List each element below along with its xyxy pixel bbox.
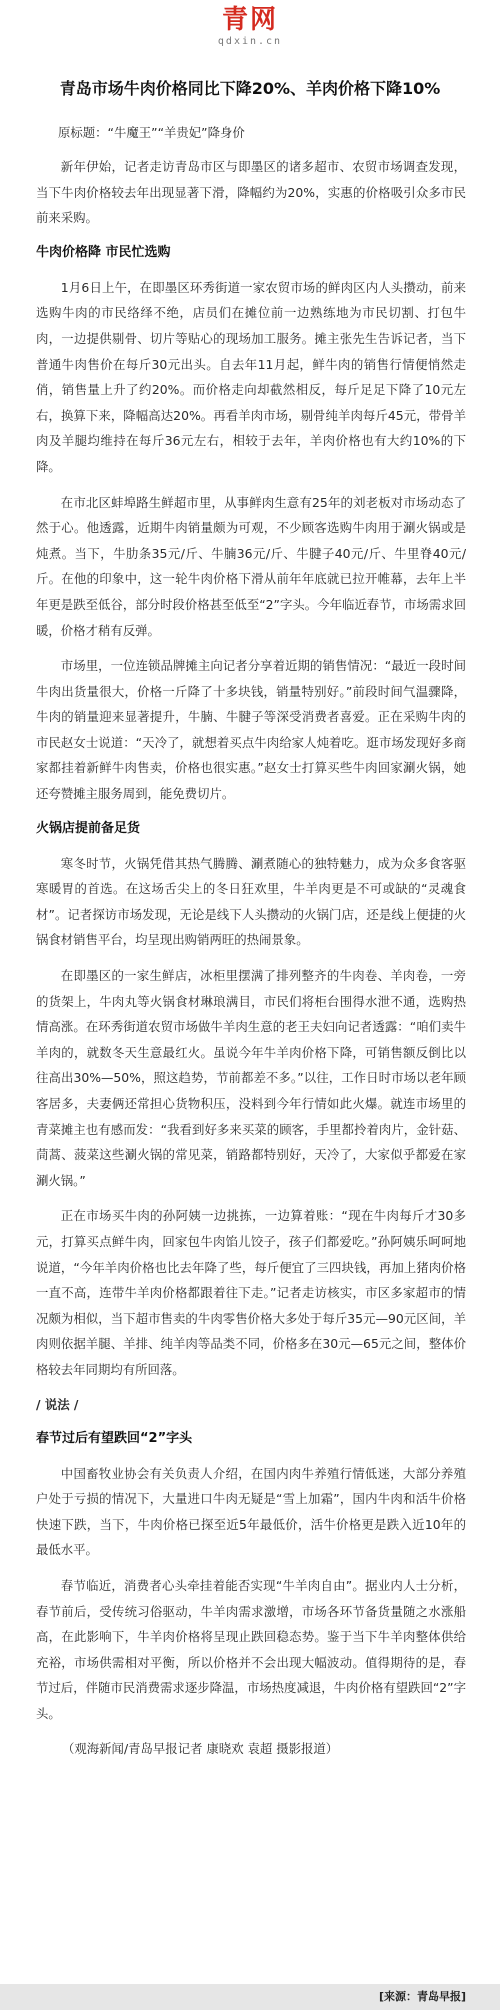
article-paragraph: 寒冬时节，火锅凭借其热气腾腾、涮煮随心的独特魅力，成为众多食客驱寒暖胃的首选。在这场舌尖上的冬日狂欢里，牛羊肉更是不可或缺的“灵魂食材”。记者探访市场发现，无论是线下人头攒动的火锅门店，还是线上便捷的火锅食材销售平台，均呈现出购销两旺的热闹景象。 bbox=[36, 855, 466, 948]
site-logo[interactable] bbox=[0, 4, 500, 48]
logo-domain: qdxin.cn bbox=[217, 36, 283, 47]
source-label: [来源：青岛早报] bbox=[378, 1990, 466, 2003]
logo-mark: 青网 bbox=[221, 5, 278, 35]
article-paragraph: 在市北区蚌埠路生鲜超市里，从事鲜肉生意有25年的刘老板对市场动态了然于心。他透露，近期牛肉销量颇为可观，不少顾客选购牛肉用于涮火锅或是炖煮。当下，牛肋条35元/斤、牛腩36元/斤、牛腱子40元/斤、牛里脊40元/斤。在他的印象中，这一轮牛肉价格下滑从前年年底就已拉开帷幕，去年上半年更是跌至低谷，部分时段价格甚至低至“2”字头。今年临近春节，市场需求回暖，价格才稍有反弹。 bbox=[36, 494, 466, 638]
article-paragraph: 中国畜牧业协会有关负责人介绍，在国内肉牛养殖行情低迷，大部分养殖户处于亏损的情况下，大量进口牛肉无疑是“雪上加霜”，国内牛肉和活牛价格快速下跌，当下，牛肉价格已探至近5年最低价，活牛价格更是跌入近10年的最低水平。 bbox=[36, 1465, 466, 1558]
source-bar bbox=[0, 1984, 500, 2010]
article-paragraph: 新年伊始，记者走访青岛市区与即墨区的诸多超市、农贸市场调查发现，当下牛肉价格较去年出现显著下滑，降幅约为20%，实惠的价格吸引众多市民前来采购。 bbox=[36, 159, 466, 226]
article-paragraph: 正在市场买牛肉的孙阿姨一边挑拣，一边算着账：“现在牛肉每斤才30多元，打算买点鲜牛肉，回家包牛肉馅儿饺子，孩子们都爱吃。”孙阿姨乐呵呵地说道，“今年羊肉价格也比去年降了些，每斤便宜了三四块钱，再加上猪肉价格一直不高，连带牛羊肉价格都跟着往下走。”记者走访核实，市区多家超市的情况颇为相似，当下超市售卖的牛肉零售价格大多处于每斤35元—90元区间，羊肉则依据羊腿、羊排、纯羊肉等品类不同，价格多在30元—65元之间，整体价格较去年同期均有所回落。 bbox=[36, 1208, 466, 1377]
article-title: 青岛市场牛肉价格同比下降20%、羊肉价格下降10% bbox=[59, 79, 441, 98]
original-title: 原标题：“牛魔王”“羊贵妃”降身价 bbox=[58, 125, 245, 140]
article-paragraph: 1月6日上午，在即墨区环秀街道一家农贸市场的鲜肉区内人头攒动，前来选购牛肉的市民络绎不绝，店员们在摊位前一边熟练地为市民切割、打包牛肉，一边提供剔骨、切片等贴心的现场加工服务。摊主张先生告诉记者，当下普通牛肉售价在每斤30元出头。自去年11月起，鲜牛肉的销售行情便悄然走俏，销售量上升了约20%。而价格走向却截然相反，每斤足足下降了10元左右，换算下来，降幅高达20%。再看羊肉市场，剔骨纯羊肉每斤45元，带骨羊肉及羊腿均维持在每斤36元左右，相较于去年，羊肉价格也有大约10%的下降。 bbox=[36, 279, 466, 474]
article-body bbox=[36, 120, 466, 1762]
section-heading: 牛肉价格降 市民忙选购 bbox=[36, 244, 171, 260]
section-heading: 火锅店提前备足货 bbox=[36, 820, 141, 836]
commentary-label: / 说法 / bbox=[36, 1396, 79, 1412]
reporter-credit: （观海新闻/青岛早报记者 康晓欢 袁超 摄影报道） bbox=[62, 1741, 339, 1757]
article-paragraph: 春节临近，消费者心头牵挂着能否实现“牛羊肉自由”。据业内人士分析，春节前后，受传统习俗驱动，牛羊肉需求激增，市场各环节备货量随之水涨船高，在此影响下，牛羊肉价格将呈现止跌回稳态势。鉴于当下牛羊肉整体供给充裕，市场供需相对平衡，所以价格并不会出现大幅波动。值得期待的是，春节过后，伴随市民消费需求逐步降温，市场热度减退，牛肉价格有望跌回“2”字头。 bbox=[36, 1577, 466, 1721]
article-paragraph: 在即墨区的一家生鲜店，冰柜里摆满了排列整齐的牛肉卷、羊肉卷，一旁的货架上，牛肉丸等火锅食材琳琅满目，市民们将柜台围得水泄不通，选购热情高涨。在环秀街道农贸市场做牛羊肉生意的老王夫妇向记者透露：“咱们卖牛羊肉的，就数冬天生意最红火。虽说今年牛羊肉价格下降，可销售额反倒比以往高出30%—50%，照这趋势，节前都差不多。”以往，工作日时市场以老年顾客居多，夫妻俩还常担心货物积压，没料到今年行情如此火爆。就连市场里的青菜摊主也有感而发：“我看到好多来买菜的顾客，手里都拎着肉片，金针菇、茼蒿、菠菜这些涮火锅的常见菜，销路都特别好，天冷了，大家似乎都爱在家涮火锅。” bbox=[36, 968, 466, 1188]
article-paragraph: 市场里，一位连锁品牌摊主向记者分享着近期的销售情况：“最近一段时间牛肉出货量很大，价格一斤降了十多块钱，销量特别好。”前段时间气温骤降，牛肉的销量迎来显著提升，牛腩、牛腱子等深受消费者喜爱。正在采购牛肉的市民赵女士说道：“天冷了，就想着买点牛肉给家人炖着吃。逛市场发现好多商家都挂着新鲜牛肉售卖，价格也很实惠。”赵女士打算买些牛肉回家涮火锅，她还夸赞摊主服务周到，能免费切片。 bbox=[36, 658, 466, 802]
section-heading: 春节过后有望跌回“2”字头 bbox=[36, 1430, 193, 1446]
